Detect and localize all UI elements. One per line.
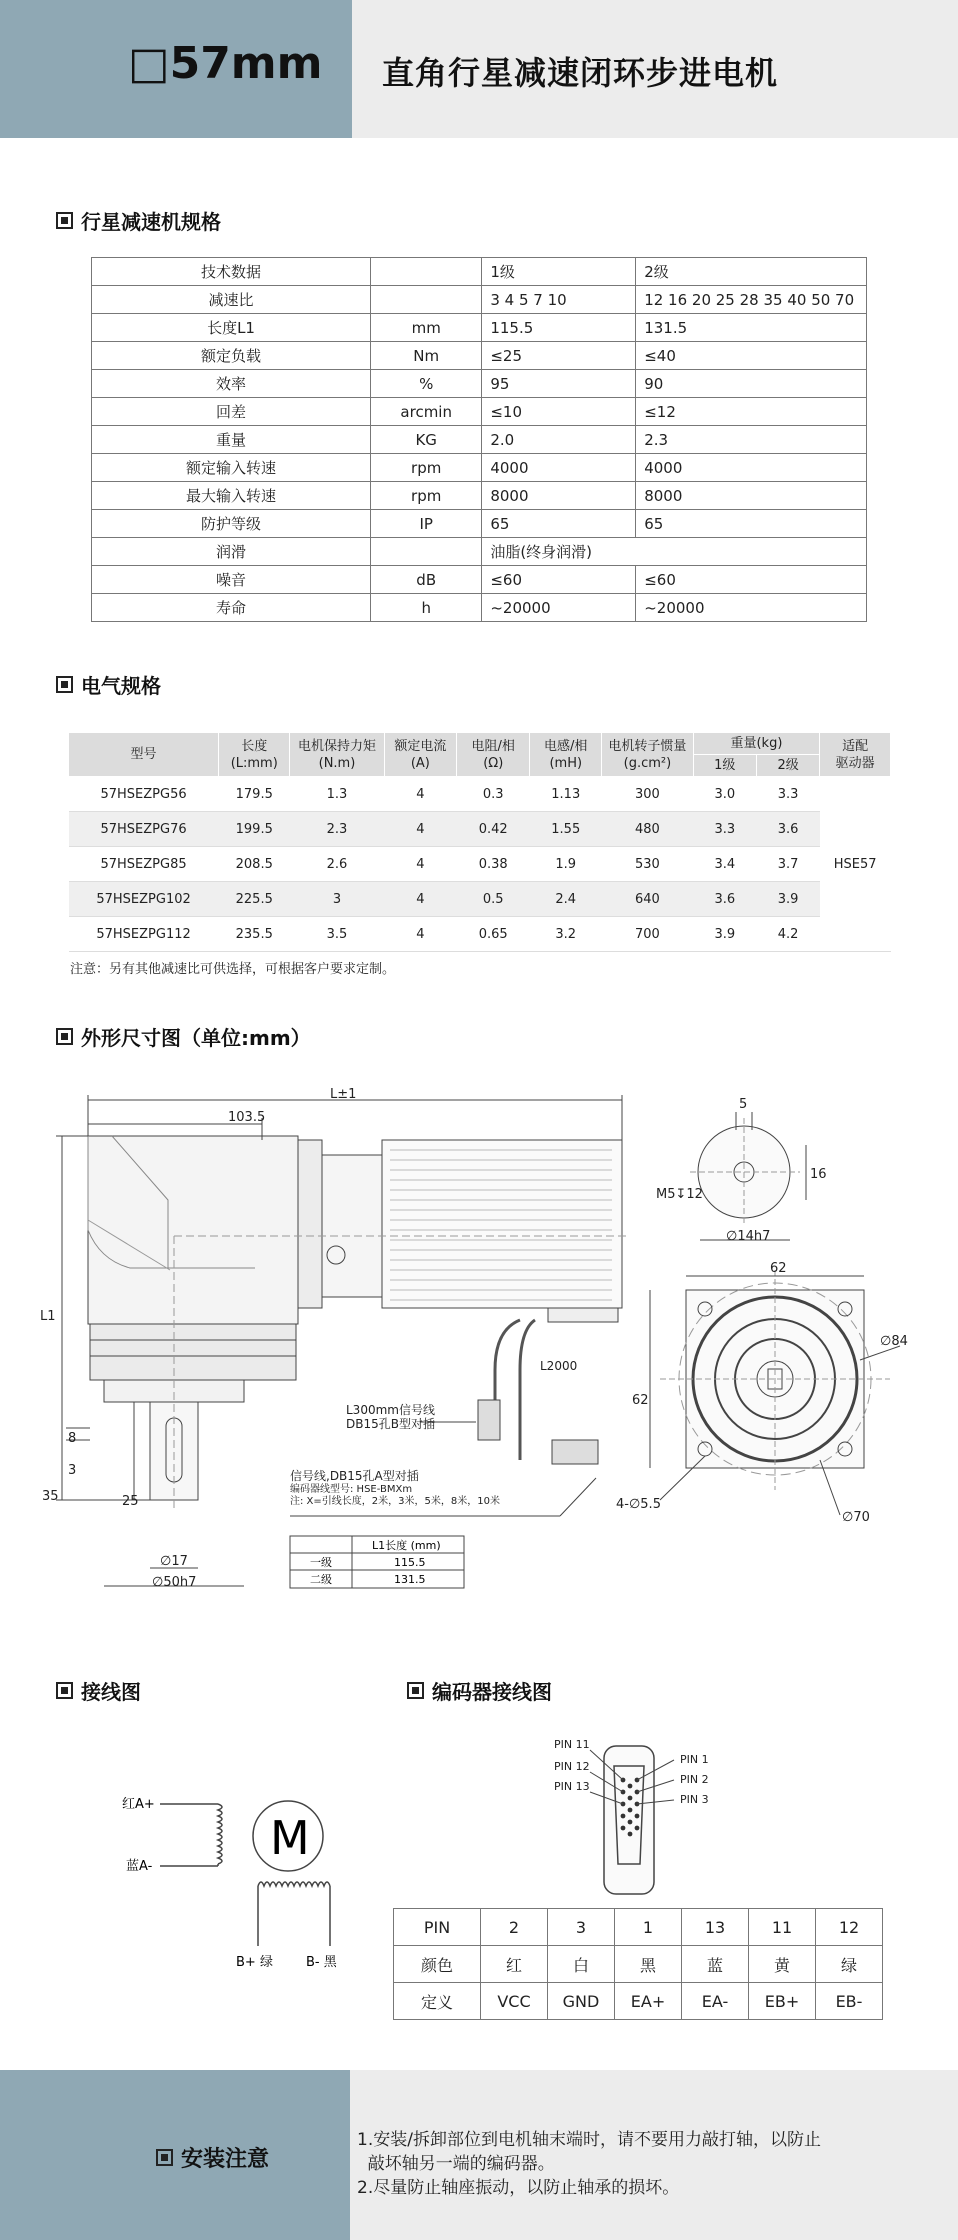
- th-driver: 适配 驱动器: [820, 733, 891, 777]
- dim-m5: M5↧12: [656, 1187, 703, 1202]
- th-weight-stage2: 2级: [756, 755, 819, 777]
- pin-table-cell: 黄: [749, 1946, 816, 1983]
- pin11-label: PIN 11: [554, 1738, 590, 1751]
- table-row: [69, 777, 891, 812]
- spec-cell: ≤40: [636, 342, 867, 370]
- pin3-label: PIN 3: [680, 1793, 709, 1806]
- spec-row: [92, 482, 867, 510]
- table-cell: 4: [384, 847, 457, 882]
- th-weight: 重量(kg): [693, 733, 820, 755]
- spec-cell: 寿命: [92, 594, 371, 622]
- pin-table-row: [394, 1983, 883, 2020]
- table-cell: 57HSEZPG85: [69, 847, 219, 882]
- square-bullet-icon: [156, 2149, 173, 2166]
- th-inductance: 电感/相 (mH): [530, 733, 602, 777]
- spec-cell: rpm: [371, 482, 482, 510]
- pin-table-cell: 1: [615, 1909, 682, 1946]
- driver-cell: HSE57: [820, 777, 891, 952]
- spec-row: [92, 370, 867, 398]
- spec-cell: [371, 538, 482, 566]
- square-bullet-icon: [56, 1682, 73, 1699]
- th-torque: 电机保持力矩 (N.m): [290, 733, 384, 777]
- spec-cell: 3 4 5 7 10: [482, 286, 636, 314]
- spec-cell: rpm: [371, 454, 482, 482]
- spec-cell: KG: [371, 426, 482, 454]
- spec-cell: %: [371, 370, 482, 398]
- footer-note-2: 2.尽量防止轴座振动，以防止轴承的损坏。: [357, 2178, 680, 2198]
- section-heading-encoder-wiring: 编码器接线图: [407, 1676, 552, 1705]
- dim-3: 3: [68, 1463, 77, 1478]
- table-cell: 2.6: [290, 847, 384, 882]
- pin-table-cell: 12: [816, 1909, 883, 1946]
- spec-cell: 4000: [482, 454, 636, 482]
- spec-cell: ≤12: [636, 398, 867, 426]
- table-cell: 235.5: [219, 917, 290, 952]
- spec-cell: 润滑: [92, 538, 371, 566]
- dim-d17: ∅17: [160, 1554, 188, 1569]
- section-heading-wiring: 接线图: [56, 1676, 141, 1705]
- pin-table-cell: 颜色: [394, 1946, 481, 1983]
- spec-cell: 额定负载: [92, 342, 371, 370]
- spec-row: [92, 510, 867, 538]
- spec-cell: 油脂(终身润滑): [482, 538, 867, 566]
- dim-16: 16: [810, 1167, 827, 1182]
- pin13-label: PIN 13: [554, 1780, 590, 1793]
- electrical-spec-table: [68, 732, 891, 952]
- spec-cell: 长度L1: [92, 314, 371, 342]
- spec-cell: mm: [371, 314, 482, 342]
- cable2-note: 注: X=引线长度，2米，3米，5米，8米，10米: [290, 1496, 500, 1507]
- table-cell: 3.3: [693, 812, 756, 847]
- spec-row: [92, 454, 867, 482]
- table-cell: 0.65: [457, 917, 530, 952]
- wire-a-plus: 红A+: [122, 1797, 155, 1812]
- table-cell: 3.2: [530, 917, 602, 952]
- spec-cell: 65: [482, 510, 636, 538]
- table-cell: 3.6: [756, 812, 819, 847]
- dim-holes: 4-∅5.5: [616, 1497, 661, 1512]
- section-heading-electrical: 电气规格: [56, 670, 161, 699]
- pin-table-cell: EB+: [749, 1983, 816, 2020]
- pin-table-cell: 13: [682, 1909, 749, 1946]
- dim-25: 25: [122, 1494, 139, 1509]
- table-cell: 4: [384, 917, 457, 952]
- pin12-label: PIN 12: [554, 1760, 590, 1773]
- l1-table-stage2-value: 131.5: [394, 1573, 426, 1586]
- motor-wiring-diagram: [100, 1770, 360, 1980]
- spec-cell: 噪音: [92, 566, 371, 594]
- spec-cell: 重量: [92, 426, 371, 454]
- table-cell: 57HSEZPG56: [69, 777, 219, 812]
- square-bullet-icon: [56, 676, 73, 693]
- pin1-label: PIN 1: [680, 1753, 709, 1766]
- table-cell: 57HSEZPG76: [69, 812, 219, 847]
- spec-cell: 1级: [482, 258, 636, 286]
- dimension-drawing: [0, 1070, 958, 1610]
- table-cell: 3.9: [756, 882, 819, 917]
- dim-d50: ∅50h7: [152, 1575, 197, 1590]
- spec-cell: ≤25: [482, 342, 636, 370]
- spec-cell: [371, 258, 482, 286]
- pin-table-cell: 黑: [615, 1946, 682, 1983]
- table-cell: 1.55: [530, 812, 602, 847]
- pin-table-cell: 3: [548, 1909, 615, 1946]
- pin-table-cell: PIN: [394, 1909, 481, 1946]
- table-cell: 700: [602, 917, 693, 952]
- table-cell: 2.3: [290, 812, 384, 847]
- dim-L: L±1: [330, 1087, 357, 1102]
- header-size-panel: [0, 0, 352, 138]
- spec-cell: 115.5: [482, 314, 636, 342]
- table-cell: 179.5: [219, 777, 290, 812]
- section-heading-gearbox: 行星减速机规格: [56, 206, 221, 235]
- gearbox-body: [88, 1136, 298, 1324]
- table-cell: 480: [602, 812, 693, 847]
- spec-row: [92, 426, 867, 454]
- gearbox-spec-table: [91, 257, 867, 622]
- pin-table-cell: VCC: [481, 1983, 548, 2020]
- spec-cell: ≤10: [482, 398, 636, 426]
- l1-table-stage2: 二级: [310, 1573, 332, 1586]
- cable2-label: 信号线,DB15孔A型对插: [290, 1469, 419, 1483]
- table-cell: 208.5: [219, 847, 290, 882]
- spec-row: [92, 566, 867, 594]
- th-length: 长度 (L:mm): [219, 733, 290, 777]
- spec-cell: 12 16 20 25 28 35 40 50 70: [636, 286, 867, 314]
- dim-62v: 62: [632, 1393, 649, 1408]
- footer-title: 安装注意: [156, 2142, 269, 2173]
- table-cell: 300: [602, 777, 693, 812]
- page-title: 直角行星减速闭环步进电机: [382, 54, 779, 92]
- spec-cell: ~20000: [482, 594, 636, 622]
- motor-body: [382, 1140, 622, 1308]
- dim-d70: ∅70: [842, 1510, 870, 1525]
- table-cell: 530: [602, 847, 693, 882]
- pin-table-cell: 11: [749, 1909, 816, 1946]
- wire-b-plus: B+ 绿: [236, 1955, 273, 1970]
- pin-table-cell: EA-: [682, 1983, 749, 2020]
- square-bullet-icon: [56, 212, 73, 229]
- table-cell: 1.13: [530, 777, 602, 812]
- pin2-label: PIN 2: [680, 1773, 709, 1786]
- dim-8: 8: [68, 1431, 77, 1446]
- dim-d84: ∅84: [880, 1334, 908, 1349]
- spec-cell: 2.3: [636, 426, 867, 454]
- table-cell: 3: [290, 882, 384, 917]
- spec-row: [92, 286, 867, 314]
- table-cell: 4.2: [756, 917, 819, 952]
- table-row: [69, 917, 891, 952]
- table-cell: 3.3: [756, 777, 819, 812]
- spec-row-lubrication: [92, 538, 867, 566]
- table-cell: 0.5: [457, 882, 530, 917]
- spec-cell: IP: [371, 510, 482, 538]
- table-cell: 3.5: [290, 917, 384, 952]
- spec-cell: 4000: [636, 454, 867, 482]
- table-cell: 4: [384, 882, 457, 917]
- pin-table-cell: 蓝: [682, 1946, 749, 1983]
- dim-5: 5: [739, 1097, 748, 1112]
- cable1-label: L300mm信号线: [346, 1403, 435, 1417]
- options-note: 注意：另有其他减速比可供选择，可根据客户要求定制。: [70, 962, 396, 977]
- table-cell: 199.5: [219, 812, 290, 847]
- square-bullet-icon: [407, 1682, 424, 1699]
- pin-table-cell: 红: [481, 1946, 548, 1983]
- pin-table-cell: 2: [481, 1909, 548, 1946]
- footer-notes: [357, 2128, 821, 2200]
- table-cell: 3.9: [693, 917, 756, 952]
- spec-cell: Nm: [371, 342, 482, 370]
- motor-symbol: M: [270, 1811, 310, 1865]
- table-cell: 0.42: [457, 812, 530, 847]
- spec-cell: 技术数据: [92, 258, 371, 286]
- table-cell: 2.4: [530, 882, 602, 917]
- spec-cell: 65: [636, 510, 867, 538]
- spec-cell: dB: [371, 566, 482, 594]
- spec-cell: 额定输入转速: [92, 454, 371, 482]
- spec-cell: 2级: [636, 258, 867, 286]
- pin-table-cell: 绿: [816, 1946, 883, 1983]
- spec-cell: 2.0: [482, 426, 636, 454]
- spec-cell: 减速比: [92, 286, 371, 314]
- dim-35: 35: [42, 1489, 59, 1504]
- table-cell: 4: [384, 812, 457, 847]
- spec-cell: ≤60: [636, 566, 867, 594]
- table-cell: 1.9: [530, 847, 602, 882]
- table-cell: 57HSEZPG112: [69, 917, 219, 952]
- pin-table-row: [394, 1946, 883, 1983]
- footer-note-1: 1.安装/拆卸部位到电机轴末端时，请不要用力敲打轴，以防止: [357, 2130, 821, 2150]
- square-bullet-icon: [56, 1028, 73, 1045]
- spec-cell: ≤60: [482, 566, 636, 594]
- th-inertia: 电机转子惯量 (g.cm²): [602, 733, 693, 777]
- table-cell: 3.7: [756, 847, 819, 882]
- table-cell: 1.3: [290, 777, 384, 812]
- spec-cell: ~20000: [636, 594, 867, 622]
- table-cell: 0.38: [457, 847, 530, 882]
- section-heading-dimensions: 外形尺寸图（单位:mm）: [56, 1022, 311, 1051]
- table-cell: 57HSEZPG102: [69, 882, 219, 917]
- table-cell: 4: [384, 777, 457, 812]
- dim-62h: 62: [770, 1261, 787, 1276]
- l1-table-head: L1长度 (mm): [372, 1539, 441, 1552]
- pin-table-cell: EA+: [615, 1983, 682, 2020]
- l1-table-stage1-value: 115.5: [394, 1556, 426, 1569]
- pin-table-cell: 白: [548, 1946, 615, 1983]
- spec-header-row: [92, 258, 867, 286]
- db15-connector-diagram: [550, 1730, 730, 1900]
- header-size: □57mm: [128, 38, 323, 89]
- table-row: [69, 847, 891, 882]
- spec-cell: 95: [482, 370, 636, 398]
- pin-table-cell: GND: [548, 1983, 615, 2020]
- table-row: [69, 882, 891, 917]
- spec-cell: 最大输入转速: [92, 482, 371, 510]
- spec-cell: h: [371, 594, 482, 622]
- spec-cell: 回差: [92, 398, 371, 426]
- th-weight-stage1: 1级: [693, 755, 756, 777]
- wire-b-minus: B- 黑: [306, 1955, 337, 1970]
- dim-103: 103.5: [228, 1110, 266, 1125]
- table-cell: 3.4: [693, 847, 756, 882]
- table-cell: 640: [602, 882, 693, 917]
- pin-table-cell: 定义: [394, 1983, 481, 2020]
- th-resistance: 电阻/相 (Ω): [457, 733, 530, 777]
- l1-table-stage1: 一级: [310, 1556, 332, 1569]
- th-current: 额定电流 (A): [384, 733, 457, 777]
- table-row: [69, 812, 891, 847]
- spec-cell: 131.5: [636, 314, 867, 342]
- l1-length-table: [290, 1536, 464, 1588]
- cable1-connector: DB15孔B型对插: [346, 1417, 435, 1431]
- spec-cell: 90: [636, 370, 867, 398]
- encoder-pin-table: [393, 1908, 883, 2020]
- spec-cell: 8000: [636, 482, 867, 510]
- spec-cell: arcmin: [371, 398, 482, 426]
- table-cell: 3.6: [693, 882, 756, 917]
- spec-row: [92, 398, 867, 426]
- th-model: 型号: [69, 733, 219, 777]
- pin-table-cell: EB-: [816, 1983, 883, 2020]
- wire-a-minus: 蓝A-: [126, 1859, 153, 1874]
- spec-cell: 效率: [92, 370, 371, 398]
- table-cell: 225.5: [219, 882, 290, 917]
- footer-note-1b: 敲坏轴另一端的编码器。: [357, 2154, 555, 2174]
- dim-L2000: L2000: [540, 1359, 578, 1373]
- pin-table-row: [394, 1909, 883, 1946]
- table-cell: 3.0: [693, 777, 756, 812]
- spec-cell: 防护等级: [92, 510, 371, 538]
- dim-L1: L1: [40, 1309, 56, 1324]
- spec-row: [92, 314, 867, 342]
- header-title-panel: [352, 0, 958, 138]
- dim-d14: ∅14h7: [726, 1229, 771, 1244]
- spec-cell: 8000: [482, 482, 636, 510]
- spec-cell: [371, 286, 482, 314]
- cable2-model: 编码器线型号: HSE-BMXm: [290, 1484, 413, 1495]
- spec-row: [92, 594, 867, 622]
- table-cell: 0.3: [457, 777, 530, 812]
- spec-row: [92, 342, 867, 370]
